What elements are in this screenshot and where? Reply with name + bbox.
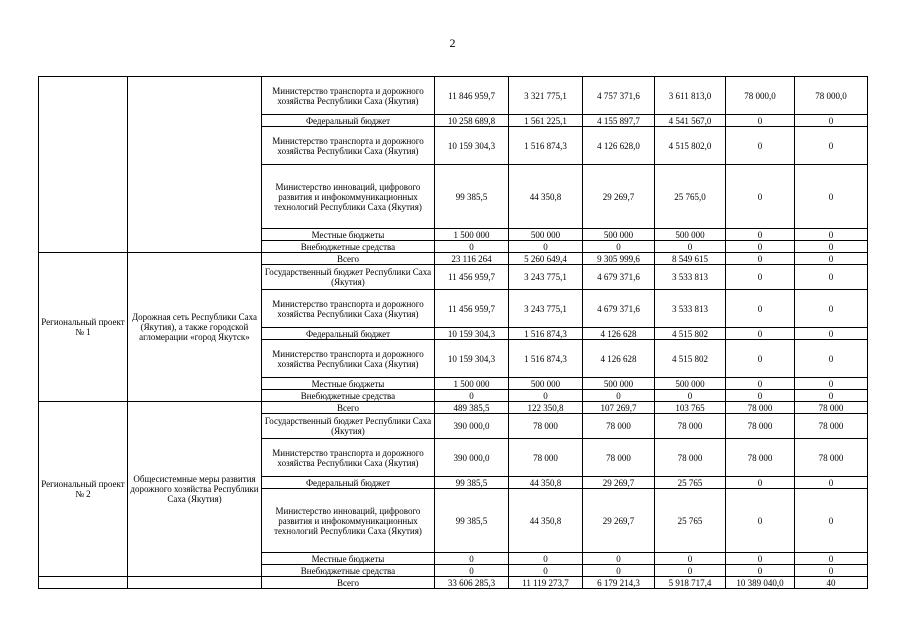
amount-cell: 0 xyxy=(795,290,868,328)
amount-cell: 0 xyxy=(726,378,795,390)
amount-cell: 0 xyxy=(726,265,795,290)
amount-cell: 489 385,5 xyxy=(435,402,509,414)
amount-cell: 3 533 813 xyxy=(655,265,726,290)
funding-source-cell: Всего xyxy=(262,402,435,414)
amount-cell: 99 385,5 xyxy=(435,165,509,229)
funding-source-cell: Внебюджетные средства xyxy=(262,565,435,577)
amount-cell: 3 611 813,0 xyxy=(655,77,726,115)
project-description-cell xyxy=(128,77,262,253)
amount-cell: 4 515 802,0 xyxy=(655,127,726,165)
amount-cell: 1 500 000 xyxy=(435,229,509,241)
amount-cell: 4 126 628 xyxy=(583,328,655,340)
amount-cell: 0 xyxy=(795,165,868,229)
amount-cell: 0 xyxy=(435,241,509,253)
amount-cell: 4 757 371,6 xyxy=(583,77,655,115)
amount-cell: 5 260 649,4 xyxy=(509,253,583,265)
amount-cell: 29 269,7 xyxy=(583,489,655,553)
amount-cell: 1 500 000 xyxy=(435,378,509,390)
amount-cell: 78 000 xyxy=(795,439,868,477)
amount-cell: 4 126 628,0 xyxy=(583,127,655,165)
table-row xyxy=(39,253,868,265)
amount-cell: 0 xyxy=(795,489,868,553)
amount-cell: 103 765 xyxy=(655,402,726,414)
amount-cell: 107 269,7 xyxy=(583,402,655,414)
amount-cell: 0 xyxy=(726,229,795,241)
amount-cell: 4 515 802 xyxy=(655,328,726,340)
funding-source-cell: Всего xyxy=(262,253,435,265)
funding-source-cell: Федеральный бюджет xyxy=(262,328,435,340)
amount-cell: 0 xyxy=(795,115,868,127)
amount-cell: 0 xyxy=(726,340,795,378)
amount-cell: 8 549 615 xyxy=(655,253,726,265)
amount-cell: 11 846 959,7 xyxy=(435,77,509,115)
amount-cell: 78 000 xyxy=(795,414,868,439)
amount-cell: 33 606 285,3 xyxy=(435,577,509,589)
amount-cell: 78 000 xyxy=(726,414,795,439)
page-number: 2 xyxy=(449,36,456,50)
amount-cell: 0 xyxy=(795,265,868,290)
amount-cell: 0 xyxy=(795,241,868,253)
funding-source-cell: Министерство транспорта и дорожного хозяйства Республики Саха (Якутия) xyxy=(262,290,435,328)
amount-cell: 0 xyxy=(726,115,795,127)
amount-cell: 78 000 xyxy=(726,402,795,414)
amount-cell: 0 xyxy=(726,553,795,565)
amount-cell: 10 159 304,3 xyxy=(435,340,509,378)
amount-cell: 78 000,0 xyxy=(795,77,868,115)
amount-cell: 0 xyxy=(726,565,795,577)
amount-cell: 0 xyxy=(726,390,795,402)
amount-cell: 10 389 040,0 xyxy=(726,577,795,589)
amount-cell: 0 xyxy=(655,565,726,577)
amount-cell: 11 456 959,7 xyxy=(435,290,509,328)
funding-source-cell: Местные бюджеты xyxy=(262,553,435,565)
amount-cell: 99 385,5 xyxy=(435,489,509,553)
project-name-cell: Региональный проект № 1 xyxy=(39,253,128,402)
funding-source-cell: Внебюджетные средства xyxy=(262,241,435,253)
amount-cell: 500 000 xyxy=(509,229,583,241)
amount-cell: 25 765 xyxy=(655,477,726,489)
amount-cell: 4 515 802 xyxy=(655,340,726,378)
table-row xyxy=(39,577,868,589)
amount-cell: 29 269,7 xyxy=(583,477,655,489)
budget-table xyxy=(38,76,868,589)
funding-source-cell: Министерство инноваций, цифрового развития и инфокоммуникационных технологий Республики Саха (Якутия) xyxy=(262,489,435,553)
amount-cell: 44 350,8 xyxy=(509,489,583,553)
funding-source-cell: Министерство транспорта и дорожного хозяйства Республики Саха (Якутия) xyxy=(262,127,435,165)
amount-cell: 29 269,7 xyxy=(583,165,655,229)
amount-cell: 500 000 xyxy=(655,229,726,241)
amount-cell: 3 243 775,1 xyxy=(509,290,583,328)
amount-cell: 0 xyxy=(435,565,509,577)
amount-cell: 0 xyxy=(655,553,726,565)
amount-cell: 10 159 304,3 xyxy=(435,127,509,165)
amount-cell: 0 xyxy=(795,378,868,390)
amount-cell: 500 000 xyxy=(583,378,655,390)
amount-cell: 4 679 371,6 xyxy=(583,290,655,328)
amount-cell: 3 243 775,1 xyxy=(509,265,583,290)
amount-cell: 78 000 xyxy=(509,439,583,477)
funding-source-cell: Государственный бюджет Республики Саха (Якутия) xyxy=(262,414,435,439)
amount-cell: 78 000 xyxy=(583,414,655,439)
amount-cell: 1 516 874,3 xyxy=(509,328,583,340)
amount-cell: 6 179 214,3 xyxy=(583,577,655,589)
amount-cell: 0 xyxy=(726,477,795,489)
funding-source-cell: Федеральный бюджет xyxy=(262,477,435,489)
amount-cell: 0 xyxy=(583,241,655,253)
amount-cell: 0 xyxy=(726,290,795,328)
amount-cell: 4 126 628 xyxy=(583,340,655,378)
amount-cell: 0 xyxy=(726,165,795,229)
funding-source-cell: Министерство инноваций, цифрового развития и инфокоммуникационных технологий Республики Саха (Якутия) xyxy=(262,165,435,229)
amount-cell: 11 119 273,7 xyxy=(509,577,583,589)
amount-cell: 78 000 xyxy=(509,414,583,439)
amount-cell: 0 xyxy=(726,127,795,165)
amount-cell: 0 xyxy=(795,565,868,577)
amount-cell: 1 516 874,3 xyxy=(509,127,583,165)
project-name-cell xyxy=(39,577,128,589)
funding-source-cell: Государственный бюджет Республики Саха (Якутия) xyxy=(262,265,435,290)
funding-source-cell: Министерство транспорта и дорожного хозяйства Республики Саха (Якутия) xyxy=(262,340,435,378)
amount-cell: 10 258 689,8 xyxy=(435,115,509,127)
amount-cell: 0 xyxy=(509,553,583,565)
amount-cell: 0 xyxy=(726,253,795,265)
amount-cell: 0 xyxy=(795,477,868,489)
amount-cell: 500 000 xyxy=(509,378,583,390)
amount-cell: 0 xyxy=(726,328,795,340)
amount-cell: 0 xyxy=(435,390,509,402)
amount-cell: 0 xyxy=(795,229,868,241)
funding-source-cell: Федеральный бюджет xyxy=(262,115,435,127)
amount-cell: 3 533 813 xyxy=(655,290,726,328)
amount-cell: 5 918 717,4 xyxy=(655,577,726,589)
amount-cell: 78 000 xyxy=(795,402,868,414)
amount-cell: 0 xyxy=(583,390,655,402)
amount-cell: 1 561 225,1 xyxy=(509,115,583,127)
amount-cell: 4 155 897,7 xyxy=(583,115,655,127)
amount-cell: 0 xyxy=(795,328,868,340)
amount-cell: 78 000 xyxy=(726,439,795,477)
amount-cell: 44 350,8 xyxy=(509,165,583,229)
project-description-cell xyxy=(128,577,262,589)
table-row xyxy=(39,77,868,115)
amount-cell: 44 350,8 xyxy=(509,477,583,489)
amount-cell: 0 xyxy=(435,553,509,565)
amount-cell: 0 xyxy=(795,127,868,165)
amount-cell: 0 xyxy=(583,553,655,565)
amount-cell: 25 765,0 xyxy=(655,165,726,229)
amount-cell: 122 350,8 xyxy=(509,402,583,414)
amount-cell: 11 456 959,7 xyxy=(435,265,509,290)
amount-cell: 0 xyxy=(795,340,868,378)
amount-cell: 0 xyxy=(795,553,868,565)
amount-cell: 10 159 304,3 xyxy=(435,328,509,340)
amount-cell: 500 000 xyxy=(583,229,655,241)
amount-cell: 0 xyxy=(726,241,795,253)
amount-cell: 4 541 567,0 xyxy=(655,115,726,127)
amount-cell: 0 xyxy=(726,489,795,553)
funding-source-cell: Местные бюджеты xyxy=(262,378,435,390)
amount-cell: 0 xyxy=(509,241,583,253)
project-name-cell xyxy=(39,77,128,253)
amount-cell: 390 000,0 xyxy=(435,439,509,477)
funding-source-cell: Внебюджетные средства xyxy=(262,390,435,402)
budget-table-body xyxy=(39,77,868,589)
table-row xyxy=(39,402,868,414)
amount-cell: 99 385,5 xyxy=(435,477,509,489)
funding-source-cell: Всего xyxy=(262,577,435,589)
amount-cell: 0 xyxy=(655,241,726,253)
project-description-cell: Общесистемные меры развития дорожного хозяйства Республики Саха (Якутия) xyxy=(128,402,262,577)
amount-cell: 500 000 xyxy=(655,378,726,390)
amount-cell: 0 xyxy=(655,390,726,402)
amount-cell: 0 xyxy=(509,390,583,402)
amount-cell: 9 305 999,6 xyxy=(583,253,655,265)
amount-cell: 3 321 775,1 xyxy=(509,77,583,115)
funding-source-cell: Министерство транспорта и дорожного хозяйства Республики Саха (Якутия) xyxy=(262,77,435,115)
amount-cell: 0 xyxy=(795,253,868,265)
amount-cell: 0 xyxy=(509,565,583,577)
amount-cell: 40 xyxy=(795,577,868,589)
amount-cell: 1 516 874,3 xyxy=(509,340,583,378)
amount-cell: 78 000 xyxy=(655,414,726,439)
funding-source-cell: Министерство транспорта и дорожного хозяйства Республики Саха (Якутия) xyxy=(262,439,435,477)
funding-source-cell: Местные бюджеты xyxy=(262,229,435,241)
amount-cell: 0 xyxy=(795,390,868,402)
amount-cell: 390 000,0 xyxy=(435,414,509,439)
amount-cell: 25 765 xyxy=(655,489,726,553)
amount-cell: 23 116 264 xyxy=(435,253,509,265)
project-name-cell: Региональный проект № 2 xyxy=(39,402,128,577)
amount-cell: 78 000 xyxy=(583,439,655,477)
amount-cell: 78 000,0 xyxy=(726,77,795,115)
amount-cell: 78 000 xyxy=(655,439,726,477)
project-description-cell: Дорожная сеть Республики Саха (Якутия), а также городской агломерации «город Якутск» xyxy=(128,253,262,402)
amount-cell: 0 xyxy=(583,565,655,577)
amount-cell: 4 679 371,6 xyxy=(583,265,655,290)
